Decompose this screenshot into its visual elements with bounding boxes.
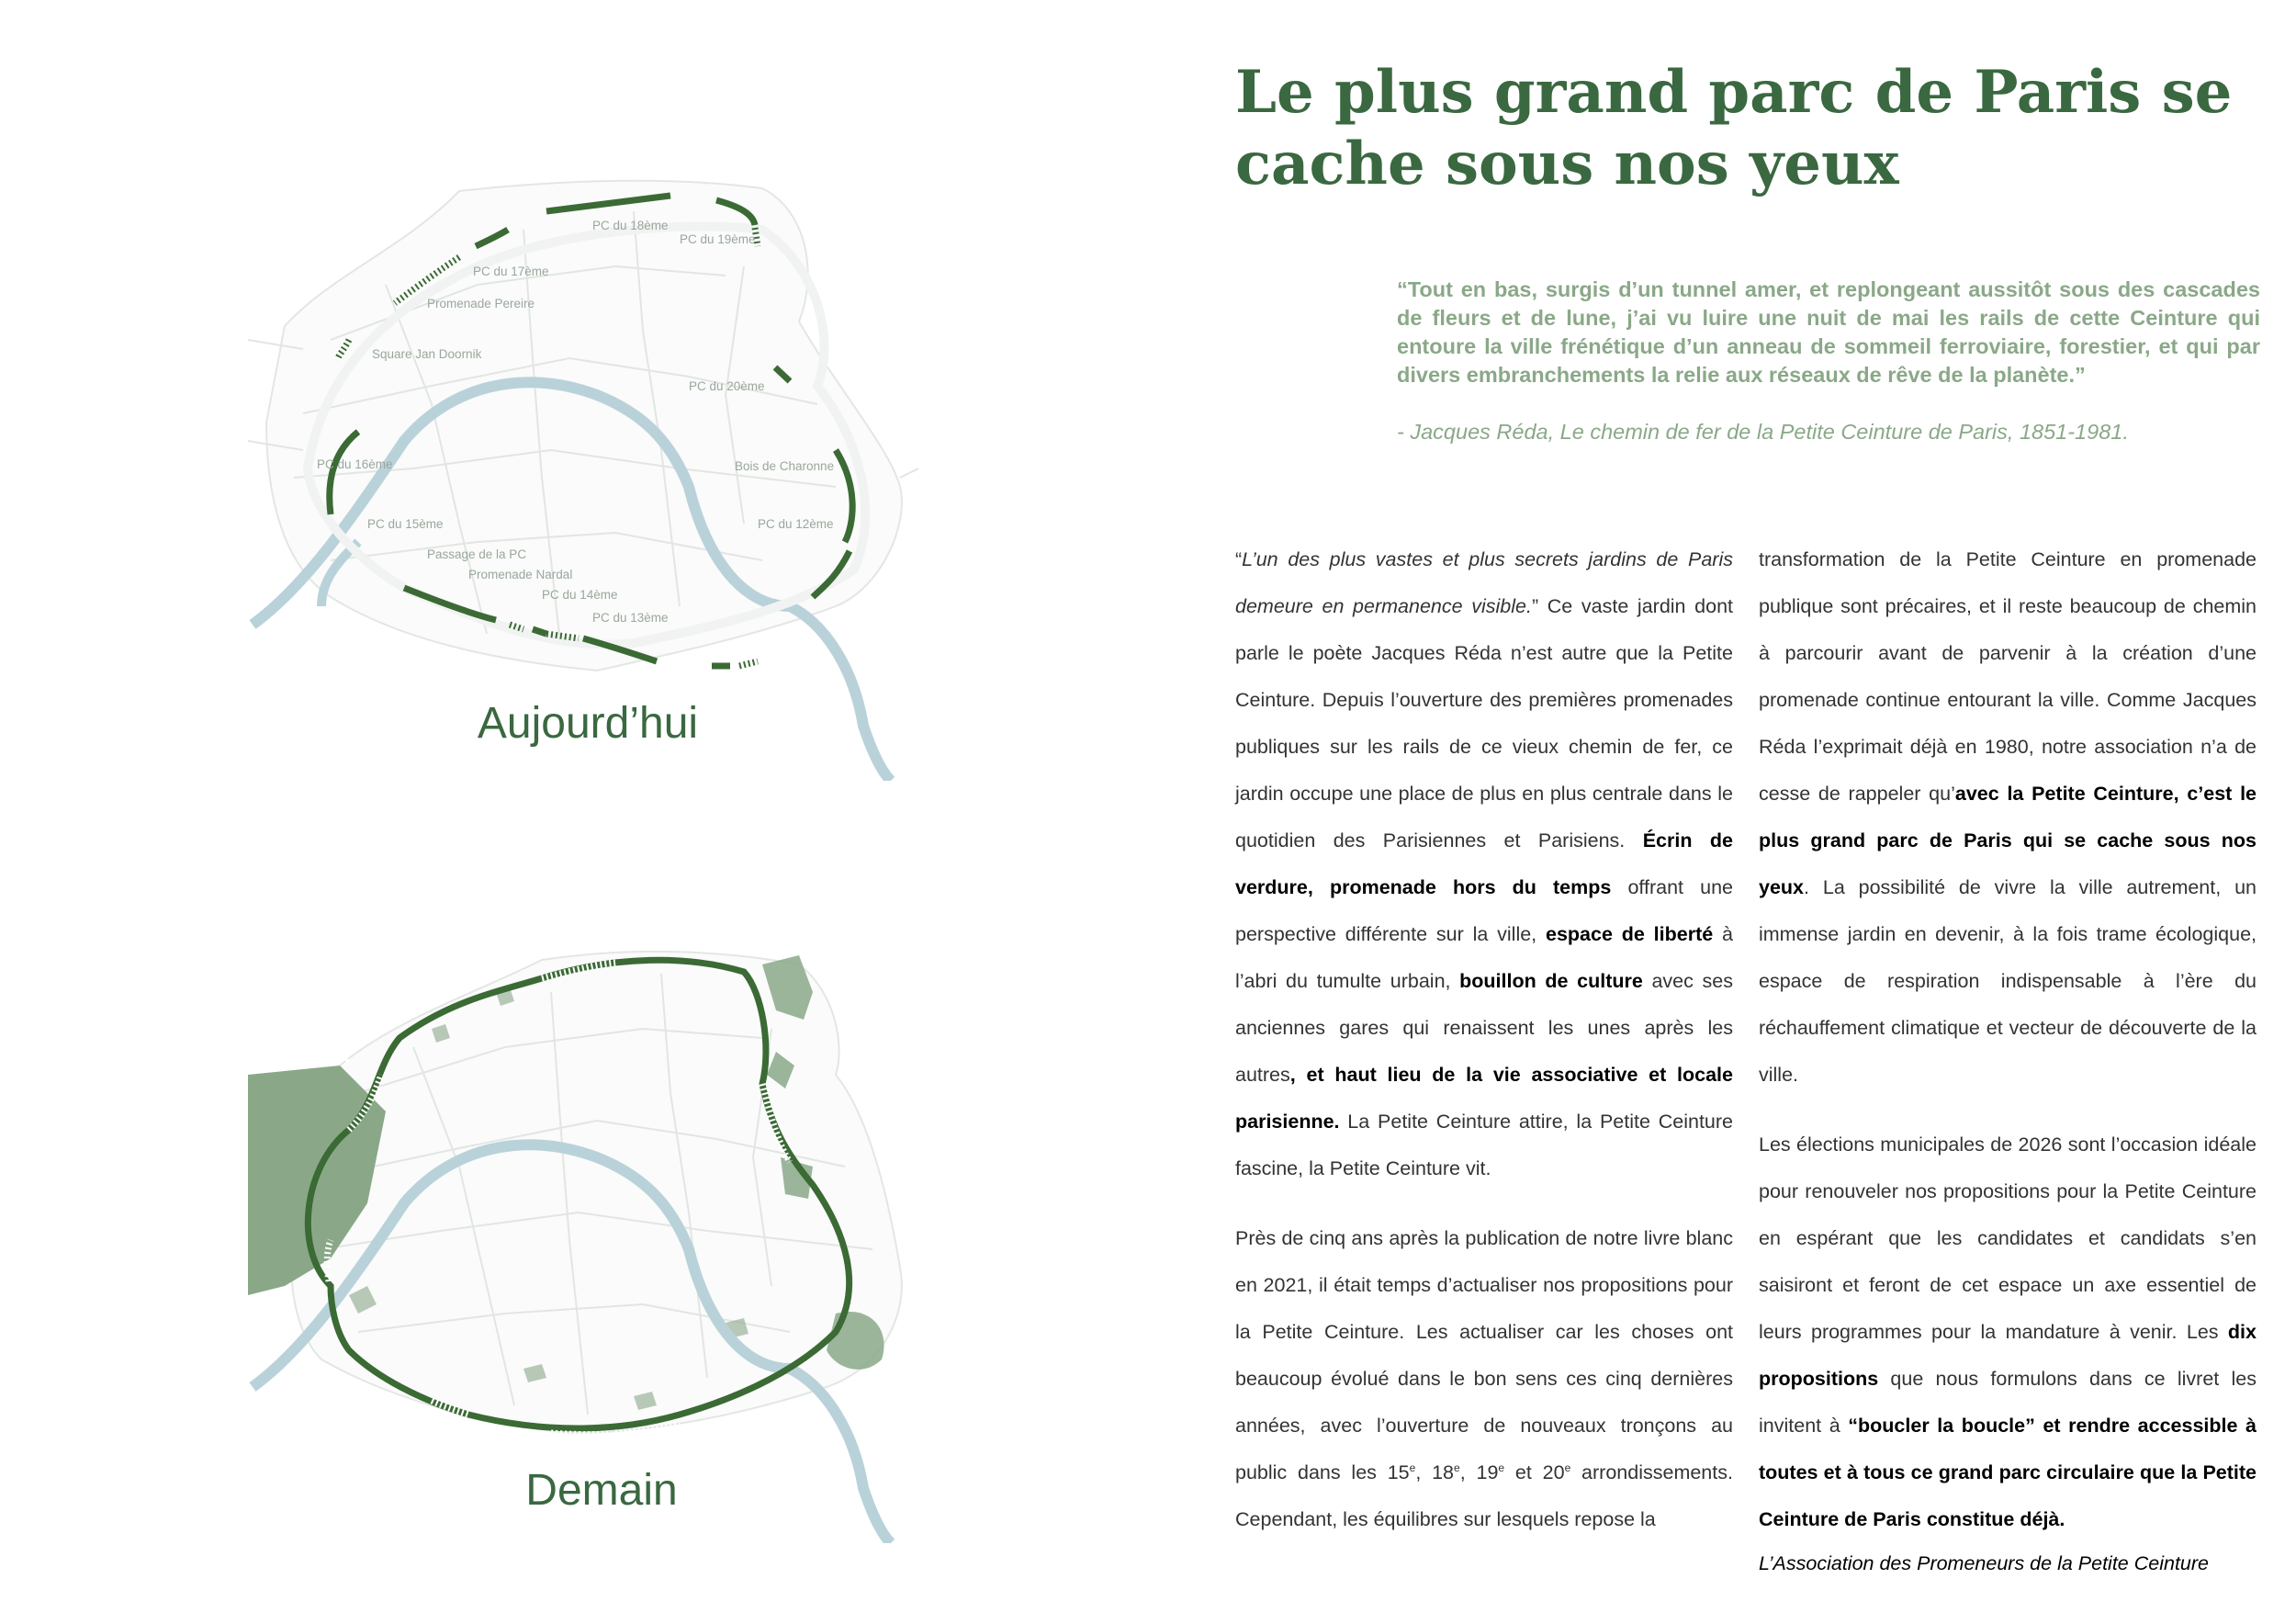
city-boundary (291, 952, 902, 1433)
body-column-right (1759, 536, 2257, 1566)
paragraph-2: Près de cinq ans après la publication de notre livre blanc en 2021, il était temps d’actualiser nos propositions pour la Petite Ceinture. Les actualiser car les choses ont beaucoup évolué dans le bon sens ces cinq dernières années, avec l’ouverture de nouveaux tronçons au public dans les 15e, 18e, 19e et 20e arrondissements. Cependant, les équilibres sur lesquels repose la (1235, 1227, 1733, 1530)
map-tomorrow (248, 937, 918, 1543)
label-pc17: PC du 17ème (473, 265, 549, 278)
label-nardal: Promenade Nardal (468, 568, 573, 581)
caption-tomorrow: Demain (525, 1466, 678, 1515)
map-today-drawing (248, 175, 918, 781)
map-today (248, 175, 918, 781)
label-pc19: PC du 19ème (680, 232, 756, 246)
epigraph-author: - Jacques Réda, Le chemin de fer de la Petite Ceinture de Paris, 1851-1981. (1397, 420, 2129, 444)
label-pereire: Promenade Pereire (427, 297, 535, 310)
paragraph-2-continued: transformation de la Petite Ceinture en promenade publique sont précaires, et il reste beaucoup de chemin à parcourir avant de parvenir à la création d’une promenade continue entourant la ville. Comme Jacques Réda l’exprimait déjà en 1980, notre association n’a de cesse de rappeler qu’avec la Petite Ceinture, c’est le plus grand parc de Paris qui se cache sous nos yeux. La possibilité de vivre la ville autrement, un immense jardin en devenir, à la fois trame écologique, espace de respiration indispensable à l’ère du réchauffement climatique et vecteur de découverte de la ville. (1759, 548, 2257, 1086)
page-title: Le plus grand parc de Paris se cache sous nos yeux (1235, 58, 2233, 198)
label-pc12: PC du 12ème (758, 517, 834, 531)
label-charonne: Bois de Charonne (735, 459, 835, 473)
body-column-left (1235, 536, 1733, 1566)
signature: L’Association des Promeneurs de la Petite Ceinture (1759, 1552, 2209, 1574)
label-passage: Passage de la PC (427, 547, 527, 561)
label-pc20: PC du 20ème (689, 379, 765, 393)
label-pc16: PC du 16ème (317, 457, 393, 471)
label-pc15: PC du 15ème (367, 517, 444, 531)
map-tomorrow-drawing (248, 937, 918, 1543)
label-doornik: Square Jan Doornik (372, 347, 482, 361)
epigraph-quote: “Tout en bas, surgis d’un tunnel amer, et replongeant aussitôt sous des cascades de fleurs et de lune, j’ai vu luire une nuit de mai les rails de cette Ceinture qui entoure la ville frénétique d’un anneau de sommeil ferroviaire, forestier, et qui par divers embranchements la relie aux réseaux de rêve de la planète.” (1397, 277, 2260, 387)
label-pc18: PC du 18ème (592, 219, 669, 232)
paragraph-1: “L’un des plus vastes et plus secrets jardins de Paris demeure en permanence visible.” Ce vaste jardin dont parle le poète Jacques Réda n’est autre que la Petite Ceinture. Depuis l’ouverture des premières promenades publiques sur les rails de ce vieux chemin de fer, ce jardin occupe une place de plus en plus centrale dans le quotidien des Parisiennes et Parisiens. Écrin de verdure, promenade hors du temps offrant une perspective différente sur la ville, espace de liberté à l’abri du tumulte urbain, bouillon de culture avec ses anciennes gares qui renaissent les unes après les autres, et haut lieu de la vie associative et locale parisienne. La Petite Ceinture attire, la Petite Ceinture fascine, la Petite Ceinture vit. (1235, 548, 1733, 1179)
paragraph-3: Les élections municipales de 2026 sont l’occasion idéale pour renouveler nos propositions pour la Petite Ceinture en espérant que les candidates et candidats s’en saisiront et feront de cet espace un axe essentiel de leurs programmes pour la mandature à venir. Les dix propositions que nous formulons dans ce livret les invitent à “boucler la boucle” et rendre accessible à toutes et à tous ce grand parc circulaire que la Petite Ceinture de Paris constitue déjà. (1759, 1133, 2257, 1530)
label-pc13: PC du 13ème (592, 611, 669, 625)
label-pc14: PC du 14ème (542, 588, 618, 602)
caption-today: Aujourd’hui (477, 699, 699, 748)
